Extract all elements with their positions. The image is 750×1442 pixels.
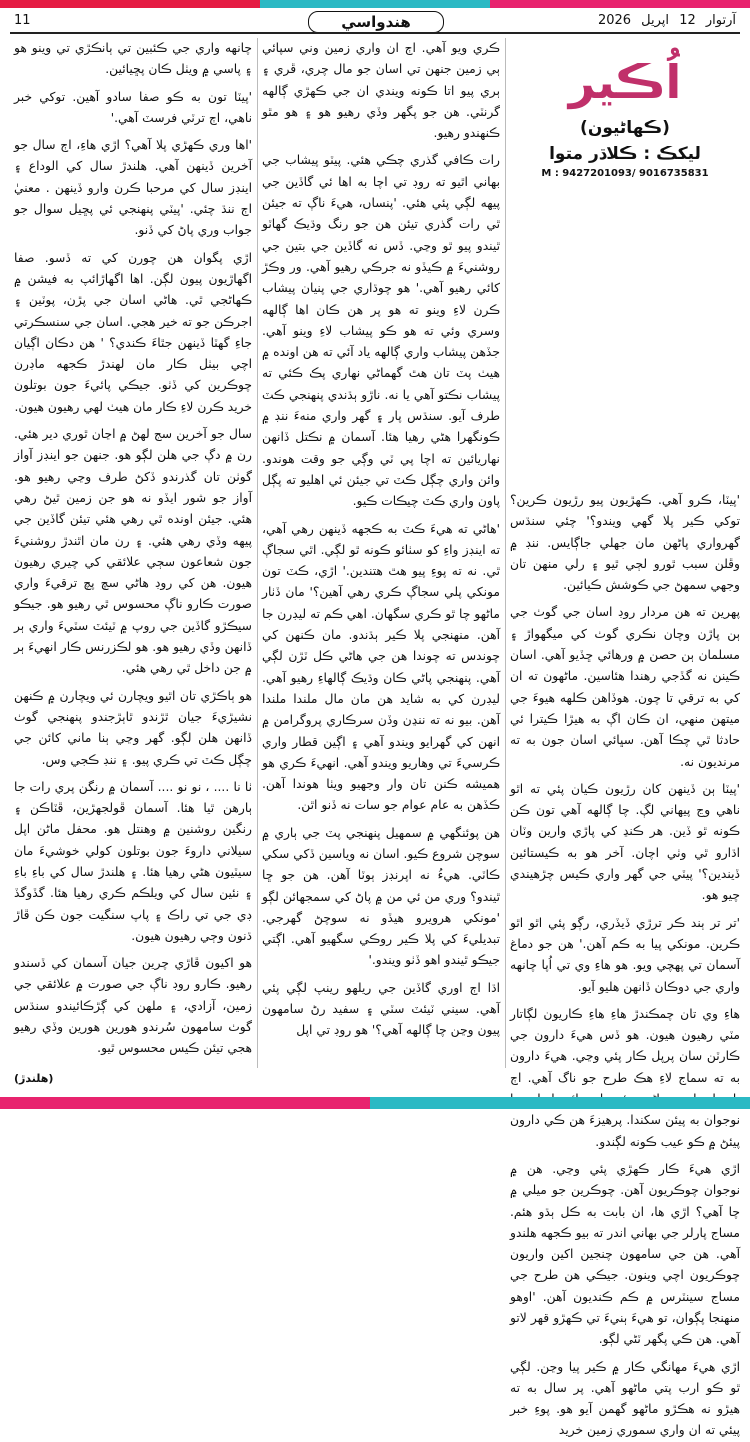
paragraph: 'اها وري ڪهڙي پلا آهي؟ اڙي هاءِ، اڄ سال جو آخرين ڏينهن آهي. هلندڙ سال کي الوداع ۽ اينڊز سال کي مرحبا ڪرن وارو ڏينهن . معنيٰ اڄ ننڌ چئي. 'پيٽي پنهنجي ئي پڇيل سوال جو جواب وري پاڻ کي ڏنو. bbox=[14, 138, 252, 238]
issue-month: اپريل bbox=[641, 13, 670, 28]
page-number: 11 bbox=[14, 13, 31, 28]
issue-day: آرتوار bbox=[705, 13, 736, 28]
paragraph: اڙي هيءَ مهانگي ڪار ۾ ڪير پيا وڃن. لڳي ٿو ڪو ارب پتي ماڻهو آهي. پر سال به ته هيڙو نه هڪڙو ماڻهو گهمن آيو هو. پوءِ خبر پيئي ته ان واري سموري زمين خريد bbox=[510, 1359, 740, 1438]
paragraph: 'پيٽا تون به ڪو صفا سادو آهين. توکي خبر ناهي، اڄ ترٽي فرسٽ آهي.' bbox=[14, 89, 252, 125]
text-column-right bbox=[510, 490, 740, 1442]
masthead-logo bbox=[308, 11, 444, 33]
story-author: ليکڪ : ڪلاڌر متوا bbox=[549, 144, 701, 164]
masthead-text: هندواسي bbox=[341, 13, 411, 31]
paragraph: ڪري ويو آهي. اڄ ان واري زمين وني سپائي ٻي زمين جنهن تي اسان جو مال چري، ڦري ۽ ٻري پيو اتا ڪونه ويندي ان جي ڪهڙي ڳالهه گرنٽي. هن جو پگهر وڏي رهيو هو ۽ هو مٿو ڪنهندو رهيو. bbox=[262, 41, 500, 141]
top-bar-red bbox=[0, 0, 260, 8]
paragraph: چانهه واري جي ڪئبين تي ٻانڪڙي تي وينو هو ۽ پاسي ۾ ويٺل ڪان پڇيائين. bbox=[14, 41, 252, 77]
top-color-bar bbox=[0, 0, 750, 8]
paragraph: رات ڪافي گذري چڪي هئي. پيٽو پيشاب جي بهاني اٿيو ته روڊ تي اچا به اها ئي گاڏين جي پيهه لڳي پئي هئي. 'پنساں، هيءَ ناڳ ته جيئن ٿي رات گذري تيئن هن جو رنگ وڌيڪ گهاٽو ٿيندو پيو ٿو وڃي. ڏس نه گاڏين جي بتين جي روشنيءَ ۾ ڪيڏو نه جرڪي رهيو آهي. ور وڪڙ کائي رهيو آهي.' هو چوڌاري جي پنيان پيشاب ڪرن لاءِ وينو ته هو پر هن ڪان اها ڳالهه وسري وئي ته هو ڪو پيشاب لاءِ وينو آهي. جڏهن پيشاب واري ڳالهه ياد آئي ته هن اونده ۾ هيٺ پٽ تان هٿ گهماڻي نهاري پڪ ڪئي ته پيشاب نڪتو آهي يا نه. ناڙو ٻڌندي پنهنجي ڪٽ طرف آيو. سنڌس پار ۽ گهر واري منهءَ ننڊ ۾ ڪونگهرا هڻي رهيا هئا. آسمان ۾ نڪتل ڏانهن نهاريائين ته اچا پي ٽي وڳي جو وقت هوندو. وائن واري چڳل ڪٽ تي جيئن ئي اهليو ته پڳل پاون واري ڪٽ چيڪات ڪيو. bbox=[262, 153, 500, 509]
paragraph: ٺا نا .... ، نو نو .... آسمان ۾ رنگن پري رات جا ٻارهن ٿيا هئا. آسمان ڦولجهڙين، ڦٽاڪن ۽ رنگين روشنين ۾ وهنتل هو. محفل ماڻن اپل سيلاني داروءَ جون بوتلون کولي خوشيءَ مان سيٽيون هڻي رهيا هئا. ۽ هلندڙ سال کي باءِ باءِ ۽ نئين سال کي ويلڪم ڪري رهيا هئا. گڏوگڏ ڊي جي تي راڪ ۽ پاپ سنگيت جون ڪن ڦاڙ ڌنون وڄي رهيون هيون. bbox=[14, 779, 252, 943]
header-rule bbox=[10, 32, 740, 34]
issue-date-number: 12 bbox=[679, 13, 696, 28]
top-bar-teal bbox=[260, 0, 490, 8]
paragraph: سال جو آخرين سج لهڻ ۾ اڃان ٿوري دير هئي. رن ۾ دڳ جي هلن لڳو هو. جنهن جو اينڊز آواز گوٺن تان گذرندو ڏکڻ طرف وڃي رهيو هو. آواز جو شور ايڏو نه هو جن زمين ٿيڻ رهي هئي. جيئن اونده ٿي رهي هئي تيئن گاڏين جي پيهه وڏي رهي هئي. ۽ رن مان اٿندڙ روشنيءَ جون شعاعون سڄي علائقي کي چيري رهيون هيون. هن کي روڊ هاڻي سچ پچ ترقيءَ واري صورت ڪارو ناڳ محسوس ٿي رهيو هو. جيڪو سيڪڙو گاڏين جي روپ ۾ ٽيئٽ سٽيءَ واري ٻر ڏانهن وڏي رهيو هو. هو لڪزرنس ڪار انهيءَ ٻر ۾ جن داخل ٿي رهي هئي. bbox=[14, 427, 252, 676]
paragraph: هو اکيون ڦاڙي چرين جيان آسمان کي ڏسندو رهيو. ڪارو روڊ ناڳ جي صورت ۾ علائقي جي زمين، آزادي، ۽ ملهن کي ڳڙڪائيندو سنڌس گوٺ سامهون سُرندو هورين هورين وڏي رهيو هجي تيئن ڪيس محسوس ٿيو. bbox=[14, 956, 252, 1056]
story-title: اُڪير bbox=[568, 55, 682, 109]
paragraph: 'هاڻي ته هيءَ ڪٽ به ڪجهه ڏينهن رهي آهي، ته اينڊز واءِ کو سٺائو ڪونه ٿو لڳي. اٿي سجاڳ ٿي. نه ته پوءِ پيو هٿ هتندين.' اڙي، ڪٽ تون مونکي پلي سجاڳ ڪري رهي آهين؟' مان ڏٺار ماڻهو چا ٿو ڪري سگهان. اهي ڪم ته ليڊرن جا آهن. منهنجي پلا ڪير ٻڌندو. مان ڪنهن کي چوندس ته چوندا هن جي هاڻي ڪل ٽڙن لڳي آهي. پنهنجي پاڻي ڪان وڌيڪ ڳالهاءِ رهيو آهي. ليڊرن کي به شايد هن مان مال ملندا ملندا آهن. بيو نه ته ننڍن وڏن سرڪاري پروگرامن ۾ انهن کي گهرايو ويندو آهي ۽ اڳين قطار واري ڪرسيءَ تي وهاريو ويندو آهي. انهيءَ ڪري هو هميشه ڪنن تان وار وجهيو ويٺا هوندا آهن. ڪڏهن به عام عوام جو سات نه ڏنو اٿن. bbox=[262, 521, 500, 813]
column-divider bbox=[257, 38, 258, 1068]
paragraph: اڌا اڄ اوري گاڏين جي ريلهو رينپ لڳي پئي آهي. سيني ٽيئٽ سٽي ۽ سفيد رڻ سامهون پيون وڃن چا ڳالهه آهي؟' هو روڊ تي اپل bbox=[262, 980, 500, 1038]
author-phone: M : 9427201093/ 9016735831 bbox=[541, 168, 709, 179]
issue-date bbox=[592, 13, 736, 28]
paragraph: 'پيٽا ٻن ڏينهن کان رڙيون ڪيان پئي ته اٿو ناهي وڃ پيهاني لڳ. چا ڳالهه آهي تون ڪن ڪونه ٿو ڏين. هر ڪنڍ کي پاڙي وارين وٽان اڌارو ٿي وٺي اچان. آخر هو به ڪيستائين ڏيندين؟' پيٽي جي گهر واري ڪيس چڙهيندي چيو هو. bbox=[510, 781, 740, 903]
story-heading bbox=[510, 40, 740, 480]
bottom-color-bar bbox=[0, 1097, 750, 1109]
text-column-middle bbox=[262, 38, 500, 1042]
paragraph: هن پوئنگهي ۾ سمهيل پنهنجي پٽ جي ٻاري ۾ سوچن شروع ڪيو. اسان نه وياسين ڏکي سکي ڪاٽي. هيءُ نه اپرنڊز ٻوٽا آهن. هن جو ڇا ٿيندو؟ وري من ئي من ۾ پاڻ کي سمجهائن لڳو 'مونکي هرويرو هيڏو نه سوچڻ گهرجي. تبديليءَ کي پلا ڪير روڪي سگهيو آهي. اڳتي جيڪو ٿيندو اهو ڏٺو ويندو.' bbox=[262, 825, 500, 968]
bottom-bar-pink bbox=[0, 1097, 370, 1109]
page-header bbox=[0, 8, 750, 34]
column-divider bbox=[505, 38, 506, 1068]
paragraph: 'تر تر ٻند ڪر ترڙي ڏيڏري، رڳو پئي اٿو اٿو ڪرين. مونکي پيا به ڪم آهن.' هن جو دماغ آسمان تي پهچي ويو. هو هاءِ وي تي اُپا چانهه واري جي دوڪان ڏانهن هليو آيو. bbox=[510, 915, 740, 994]
paragraph: هاءِ وي تان چمڪندڙ هاءِ هاءِ ڪاريون لڳاتار مٽي رهيون هيون. هو ڏس هيءَ دارون جي ڪارٽن سان پرپل ڪار پئي وڃي. هيءَ دارون به ته سماج لاءِ هڪ طرح جو ناگ آهي. اڄ نوجوان به پيئن سکندا. پرهيزءَ هن ڪي دارون پيئڻ ۾ ڪو عيب ڪونه لڳندو. bbox=[510, 1006, 740, 1149]
paragraph: اڙي پگوان هن چورن کي ته ڏسو. صفا اگهاڙيون پيون لڳن. اها اگهاڙائپ به فيشن ۾ ڪهاڻجي ٿي. هاڻي اسان جي پڙن، پوٽين ۽ اجرڪن جو ته خير هجي. اسان جي سنسڪرتي جاءِ گهٽا ڏينهن جٿاءَ ڪندي؟ ' هن دڪان اڳيان اچي بيٺل ڪار مان لهندڙ ڪجهه ماڊرن چوڪرين کي ڏٺو. جيڪي پائيءَ جون بوتلون خريد ڪرن لاءِ ڪار مان هيٺ لهي رهيون هيون. bbox=[14, 250, 252, 414]
paragraph: پهرين ته هن مردار روڊ اسان جي گوٺ جي ٻن پاڙن وچان نڪري گوٺ کي ميگهواڙ ۽ مسلمان ٻن حصن ۾ ورهائي ڇڏيو آهي. اسان ڪينن نه گڏجي رهندا هئاسين. ماڻهون ته ان کي به ترقي تا چون. هوڏاهن ڪلهه هيوءَ جي ميتهن منهي، ان ڪان اڳ به هيڙا ڪيترا ئي حادثا ٿي چڪا آهن. سڀائي اسان جون به ته مرندیون نه. bbox=[510, 605, 740, 769]
text-column-left bbox=[14, 38, 252, 1060]
story-genre: (ڪهاڻيون) bbox=[580, 118, 670, 138]
paragraph: هو ٻاڪڙي تان اٿيو ويچارن ئي ويچارن ۾ ڪنهن نشيڙيءَ جيان ٿڙندو ٿاٻڙجندو پنهنجي گوٺ ڏانهن هلن لڳو. گهر وڃي ٻنا ماني کائن جي چڳل ڪٽ تي ڪري پيو. ۽ ننڊ ڪجي وس. bbox=[14, 688, 252, 767]
top-bar-pink bbox=[490, 0, 750, 8]
paragraph: 'پيٽا، ڪرو آهي. ڪهڙيون پيو رڙيون ڪرين؟ توکي ڪير پلا گهي ويندو؟' چئي سنڌس گهرواري پاڻهن مان جهلي جاڳايس. ننڊ ۾ وڦلن سبب ٿورو لڄي ٿيو ۽ رلي منهن تان وجهي سمهڻ جي ڪوشش ڪيائين. bbox=[510, 493, 740, 593]
issue-year: 2026 bbox=[597, 13, 632, 28]
paragraph: اڙي هيءَ ڪار ڪهڙي پئي وڃي. هن ۾ نوجوان چوڪريون آهن. چوڪرين جو ميلي ۾ چا آهي؟ اڙي ها، ان بابت به ڪل ٻڌو هئم. مساج پارلر جي بهاني اندر ته بيو ڪجهه هلندو آهي. هن جي سامهون چنجين اکين واريون چوڪريون اچي وينون. جيڪي هن طرح جي مساج سينٽرس ۾ ڪم ڪنديون آهن. 'اوهو منهنجا پڳوان، تو هيءَ ٻنيءَ تي ڪهڙو قهر لاتو آهي. هن ڪي پگهر ٽڻي لڳو. bbox=[510, 1161, 740, 1347]
continued-mark: (هلندڙ) bbox=[14, 1072, 54, 1085]
bottom-bar-teal bbox=[370, 1097, 750, 1109]
